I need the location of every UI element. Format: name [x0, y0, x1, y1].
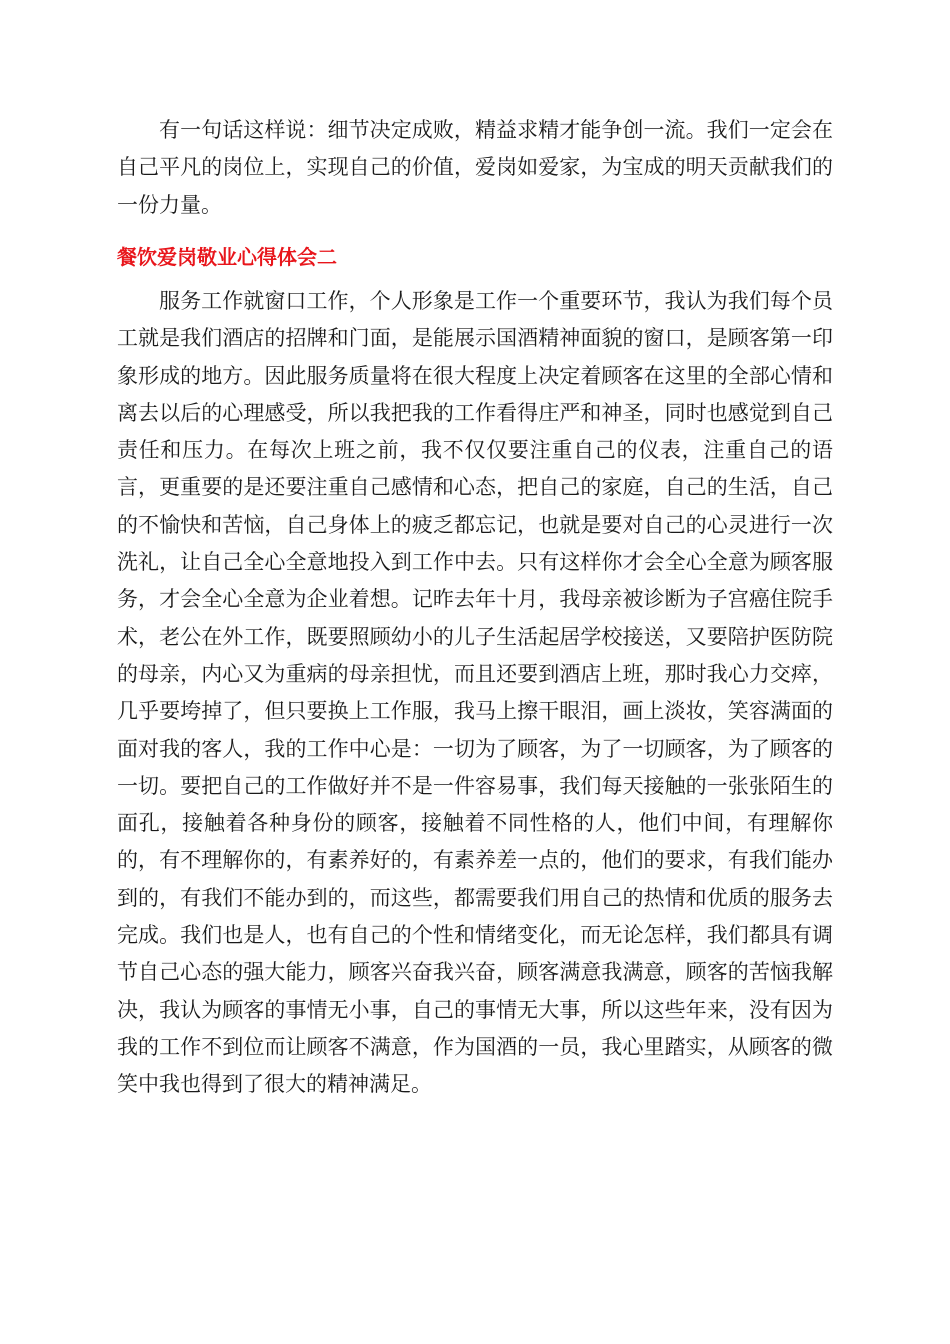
body-paragraph-2: 服务工作就窗口工作，个人形象是工作一个重要环节，我认为我们每个员工就是我们酒店的招牌和门面，是能展示国酒精神面貌的窗口，是顾客第一印象形成的地方。因此服务质量将在很大程度上决定着顾客在这里的全部心情和离去以后的心理感受，所以我把我的工作看得庄严和神圣，同时也感觉到自己责任和压力。在每次上班之前，我不仅仅要注重自己的仪表，注重自己的语言，更重要的是还要注重自己感情和心态，把自己的家庭，自己的生活，自己的不愉快和苦恼，自己身体上的疲乏都忘记，也就是要对自己的心灵进行一次洗礼，让自己全心全意地投入到工作中去。只有这样你才会全心全意为顾客服务，才会全心全意为企业着想。记昨去年十月，我母亲被诊断为子宫癌住院手术，老公在外工作，既要照顾幼小的儿子生活起居学校接送，又要陪护医防院的母亲，内心又为重病的母亲担忧，而且还要到酒店上班，那时我心力交瘁，几乎要垮掉了，但只要换上工作服，我马上擦干眼泪，画上淡妆，笑容满面的面对我的客人，我的工作中心是：一切为了顾客，为了一切顾客，为了顾客的一切。要把自己的工作做好并不是一件容易事，我们每天接触的一张张陌生的面孔，接触着各种身份的顾客，接触着不同性格的人，他们中间，有理解你的，有不理解你的，有素养好的，有素养差一点的，他们的要求，有我们能办到的，有我们不能办到的，而这些，都需要我们用自己的热情和优质的服务去完成。我们也是人，也有自己的个性和情绪变化，而无论怎样，我们都具有调节自己心态的强大能力，顾客兴奋我兴奋，顾客满意我满意，顾客的苦恼我解决，我认为顾客的事情无小事，自己的事情无大事，所以这些年来，没有因为我的工作不到位而让顾客不满意，作为国酒的一员，我心里踏实，从顾客的微笑中我也得到了很大的精神满足。 — [117, 289, 833, 1097]
body-paragraph-1: 有一句话这样说：细节决定成败，精益求精才能争创一流。我们一定会在自己平凡的岗位上，实现自己的价值，爱岗如爱家，为宝成的明天贡献我们的一份力量。 — [117, 118, 833, 217]
section-heading: 餐饮爱岗敬业心得体会二 — [117, 245, 337, 269]
